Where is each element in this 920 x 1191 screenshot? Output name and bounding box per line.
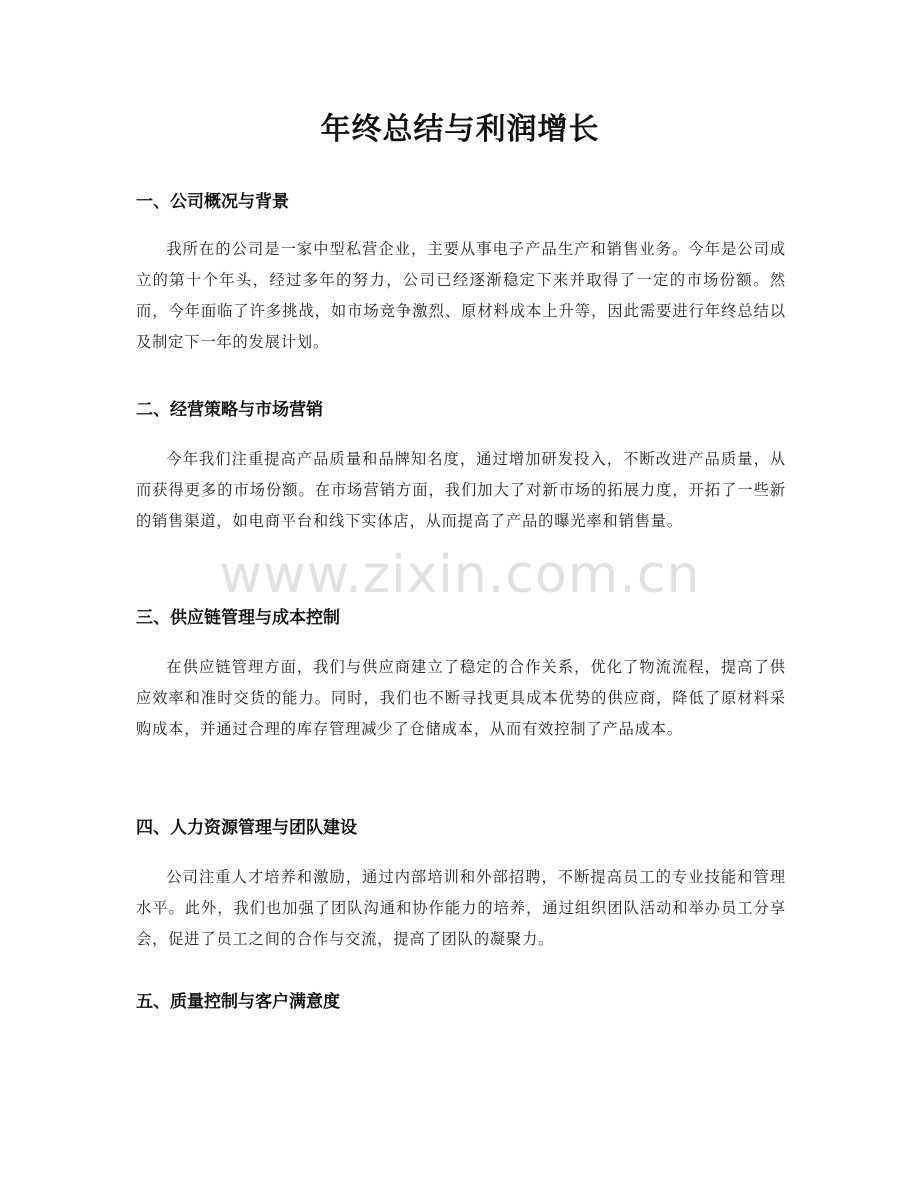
section-paragraph-1: 我所在的公司是一家中型私营企业，主要从事电子产品生产和销售业务。今年是公司成立的第十个年头，经过多年的努力，公司已经逐渐稳定下来并取得了一定的市场份额。然而，今年面临了许多挑战，如市场竞争激烈、原材料成本上升等，因此需要进行年终总结以及制定下一年的发展计划。 [136, 240, 786, 351]
section-heading-2: 二、经营策略与市场营销 [136, 400, 323, 420]
document-title: 年终总结与利润增长 [320, 112, 600, 147]
section-heading-5: 五、质量控制与客户满意度 [136, 992, 340, 1012]
section-paragraph-2: 今年我们注重提高产品质量和品牌知名度，通过增加研发投入，不断改进产品质量，从而获得更多的市场份额。在市场营销方面，我们加大了对新市场的拓展力度，开拓了一些新的销售渠道，如电商平台和线下实体店，从而提高了产品的曝光率和销售量。 [136, 450, 786, 530]
section-paragraph-3: 在供应链管理方面，我们与供应商建立了稳定的合作关系，优化了物流流程，提高了供应效率和准时交货的能力。同时，我们也不断寻找更具成本优势的供应商，降低了原材料采购成本，并通过合理的库存管理减少了仓储成本，从而有效控制了产品成本。 [136, 658, 786, 738]
section-heading-3: 三、供应链管理与成本控制 [136, 608, 340, 628]
section-heading-1: 一、公司概况与背景 [136, 192, 289, 212]
section-heading-4: 四、人力资源管理与团队建设 [136, 818, 357, 838]
section-paragraph-4: 公司注重人才培养和激励，通过内部培训和外部招聘，不断提高员工的专业技能和管理水平。此外，我们也加强了团队沟通和协作能力的培养，通过组织团队活动和举办员工分享会，促进了员工之间的合作与交流，提高了团队的凝聚力。 [136, 868, 786, 948]
watermark: www.zixin.com.cn [219, 545, 701, 605]
